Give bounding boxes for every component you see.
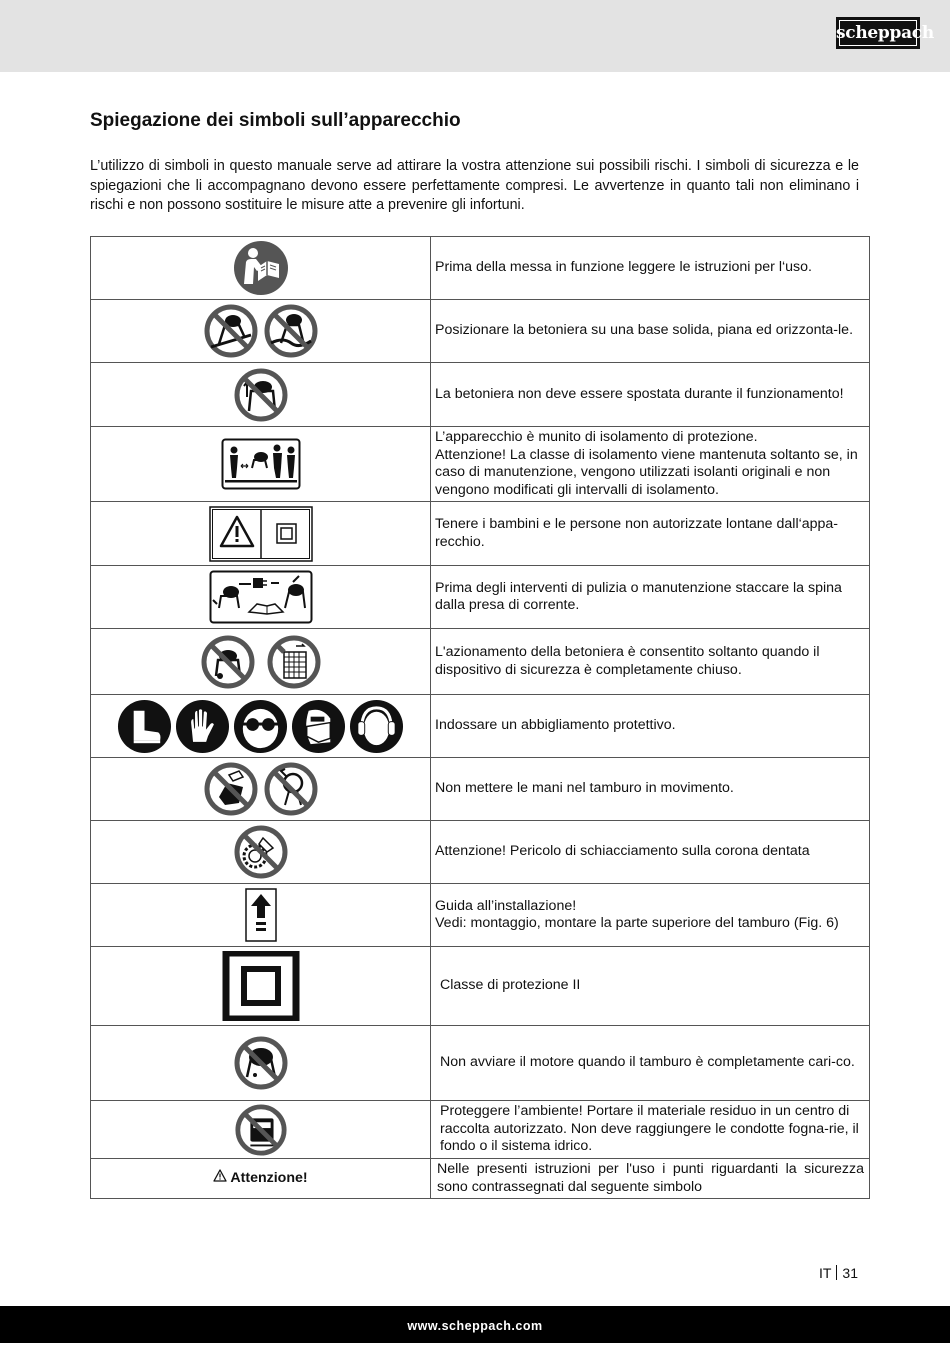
row-text: Attenzione! Pericolo di schiacciamento sulla corona dentata: [431, 821, 870, 884]
installation-arrow-icon: [245, 888, 277, 942]
page-title: Spiegazione dei simboli sull’apparecchio: [90, 110, 461, 131]
insulation-distance-icon: [221, 438, 301, 490]
row-text: La betoniera non deve essere spostata durante il funzionamento!: [431, 363, 870, 427]
table-row: [91, 629, 870, 695]
row-text: Indossare un abbigliamento protettivo.: [431, 695, 870, 758]
table-row: [91, 1159, 870, 1199]
row-text: Non mettere le mani nel tamburo in movimento.: [431, 758, 870, 821]
row-text: Classe di protezione II: [431, 947, 870, 1026]
face-mask-icon: [291, 699, 346, 754]
row-text: Prima degli interventi di pulizia o manutenzione staccare la spina dalla presa di corrente.: [431, 566, 870, 629]
table-row: [91, 502, 870, 566]
website-link[interactable]: www.scheppach.com: [407, 1319, 543, 1333]
table-row: [91, 1101, 870, 1159]
no-uneven-base-icon: [263, 303, 319, 359]
table-row: [91, 237, 870, 300]
protection-class-ii-icon: [222, 951, 300, 1021]
row-text: Proteggere l’ambiente! Portare il materiale residuo in un centro di raccolta autorizzato. Non deve raggiungere le condotte fogna-rie, il fondo o il sistema idrico.: [431, 1101, 870, 1159]
row-text: Posizionare la betoniera su una base solida, piana ed orizzonta-le.: [431, 300, 870, 363]
no-tilted-base-icon: [203, 303, 259, 359]
guard-closed-icon: [266, 634, 322, 690]
no-reaching-in-drum-icon: [263, 761, 319, 817]
row-text: Non avviare il motore quando il tamburo è completamente cari-co.: [431, 1026, 870, 1101]
warning-triangle-icon: [213, 1169, 227, 1187]
table-row: [91, 1026, 870, 1101]
no-moving-during-operation-icon: [233, 367, 289, 423]
table-row: [91, 566, 870, 629]
row-text: Nelle presenti istruzioni per l'uso i punti riguardanti la sicurezza sono contrassegnati dal seguente simbolo: [431, 1159, 870, 1199]
protective-gloves-icon: [175, 699, 230, 754]
safety-boots-icon: [117, 699, 172, 754]
row-text: L’apparecchio è munito di isolamento di protezione. Attenzione! La classe di isolamento viene mantenuta soltanto se, in caso di manutenzione, vengono utilizzati isolanti originali e non vengono modificati gli intervalli di isolamento.: [431, 427, 870, 502]
row-text: L'azionamento della betoniera è consentito soltanto quando il dispositivo di sicurezza è completamente chiuso.: [431, 629, 870, 695]
crush-gear-icon: [233, 824, 289, 880]
environment-disposal-icon: [234, 1103, 288, 1157]
table-row: [91, 821, 870, 884]
no-hands-in-drum-icon: [203, 761, 259, 817]
footer-bar: [0, 1306, 950, 1343]
unplug-before-maintenance-icon: [209, 570, 313, 624]
no-start-full-drum-icon: [233, 1035, 289, 1091]
table-row: [91, 884, 870, 947]
table-row: [91, 363, 870, 427]
language-code: IT: [818, 1265, 832, 1281]
symbols-table: [90, 236, 870, 1199]
table-row: [91, 758, 870, 821]
page-number: [819, 1265, 858, 1281]
warning-label: Attenzione!: [230, 1170, 308, 1187]
read-manual-icon: [233, 240, 289, 296]
table-row: [91, 695, 870, 758]
table-row: [91, 300, 870, 363]
ear-protection-icon: [349, 699, 404, 754]
no-open-guard-icon: [200, 634, 256, 690]
row-text: Tenere i bambini e le persone non autorizzate lontane dall‘appa-recchio.: [431, 502, 870, 566]
header-bar: [0, 0, 950, 72]
table-row: [91, 947, 870, 1026]
table-row: [91, 427, 870, 502]
intro-paragraph: L’utilizzo di simboli in questo manuale serve ad attirare la vostra attenzione sui possibili rischi. I simboli di sicurezza e le spiegazioni che li accompagnano devono essere perfettamente compresi. Le avvertenze in quanto tali non eliminano i rischi e non possono sostituire le misure atte a prevenire gli infortuni.: [90, 158, 859, 213]
page-separator: [836, 1265, 837, 1280]
brand-logo: scheppach: [836, 17, 920, 49]
row-text: Guida all’installazione! Vedi: montaggio, montare la parte superiore del tamburo (Fig. 6): [431, 884, 870, 947]
warning-class-ii-icon: [209, 506, 313, 562]
row-text: Prima della messa in funzione leggere le istruzioni per l‘uso.: [431, 237, 870, 300]
safety-goggles-icon: [233, 699, 288, 754]
page-number-value: 31: [842, 1265, 858, 1281]
